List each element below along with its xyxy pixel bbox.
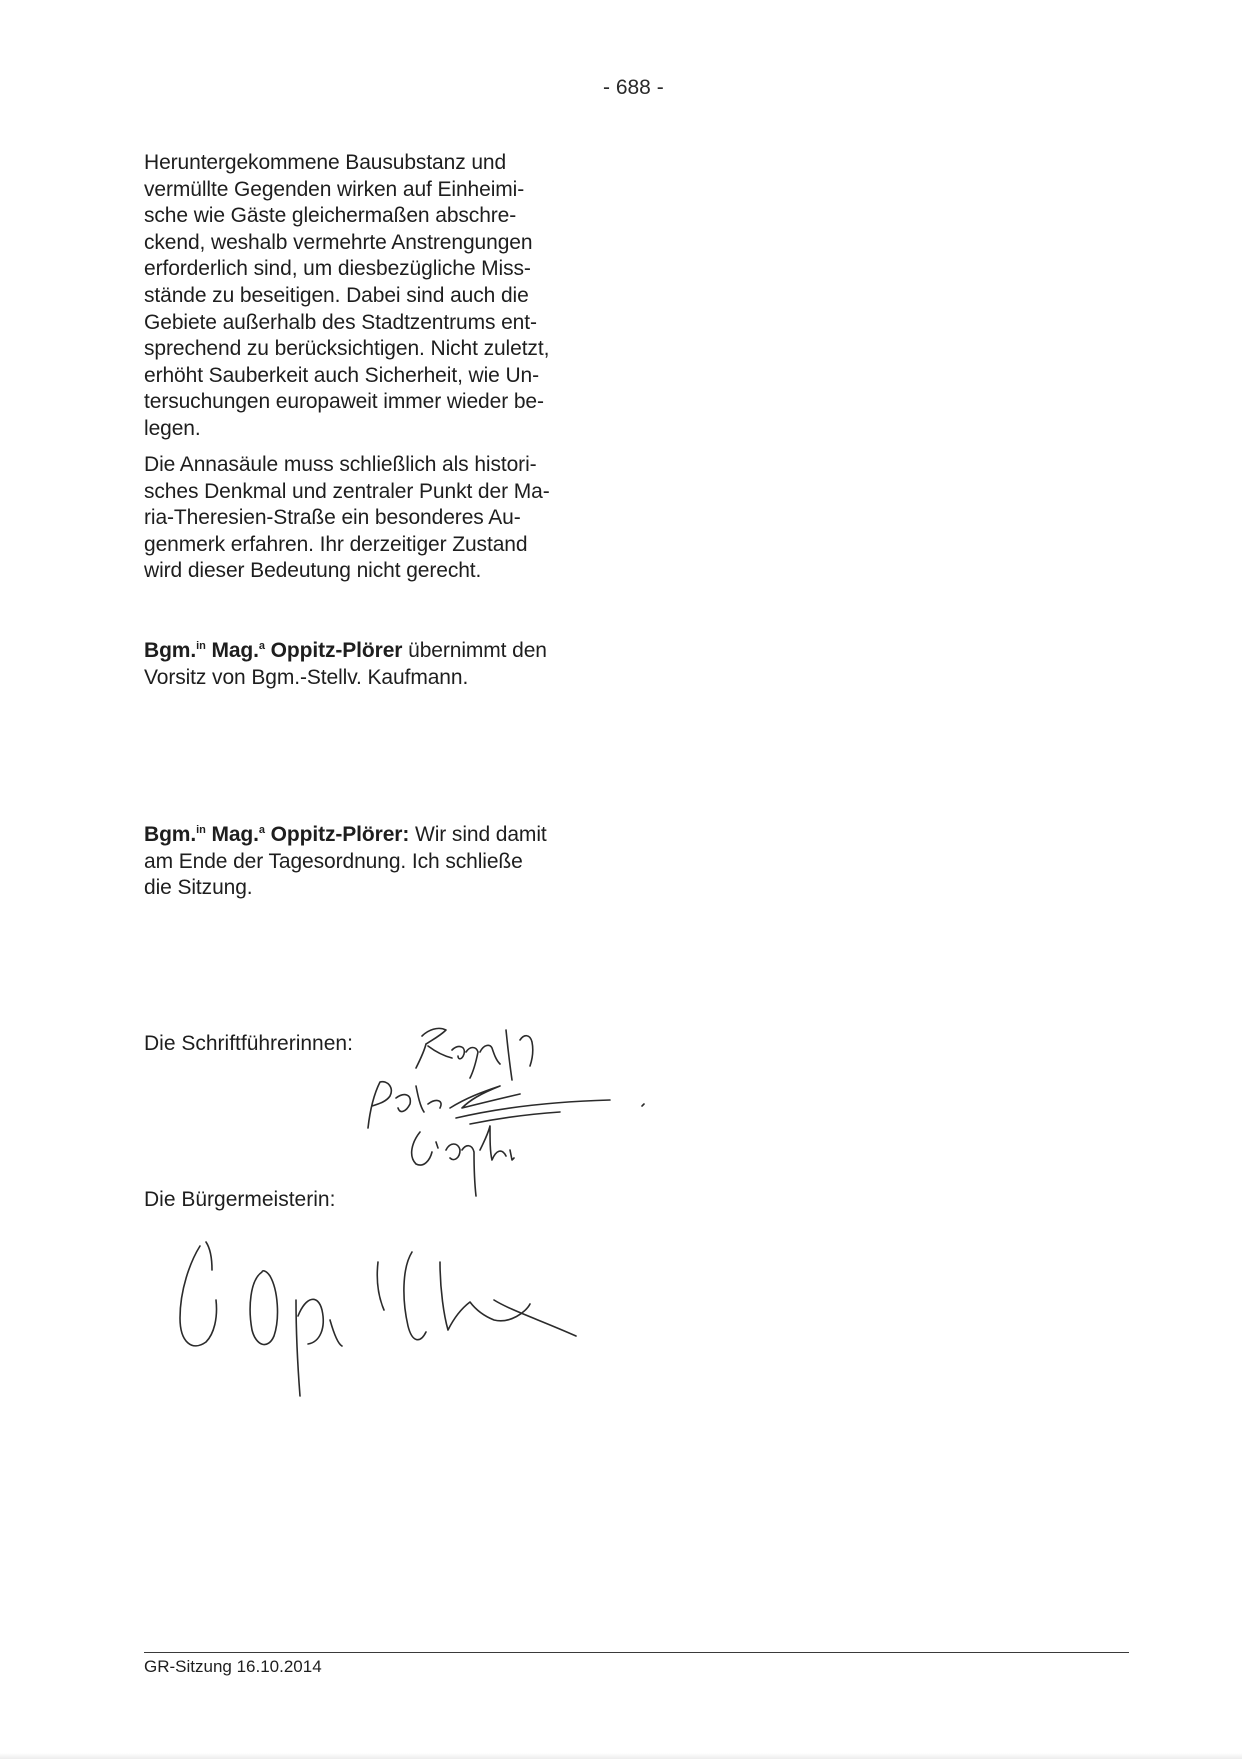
text-line: Bgm.$^{in}$ Mag.$^a$ Oppitz-Plörer übernimmt den: [144, 639, 547, 662]
text-line: erforderlich sind, um diesbezügliche Miss-: [144, 257, 531, 281]
text-line: wird dieser Bedeutung nicht gerecht.: [144, 559, 482, 583]
signature-stroke: [642, 1104, 644, 1106]
secretaries-label: Die Schriftführerinnen:: [144, 1032, 353, 1055]
text-line: Die Annasäule muss schließlich als histori-: [144, 453, 537, 476]
text-line: sches Denkmal und zentraler Punkt der Ma-: [144, 479, 550, 503]
text-line: Heruntergekommene Bausubstanz und: [144, 151, 507, 174]
text-line: erhöht Sauberkeit auch Sicherheit, wie Un-: [144, 363, 540, 387]
signature-stroke: [296, 1299, 342, 1396]
text-line: vermüllte Gegenden wirken auf Einheimi-: [144, 177, 525, 201]
signature-stroke: [404, 1252, 426, 1340]
signature-stroke: [377, 1262, 384, 1310]
footer-session-date: GR-Sitzung 16.10.2014: [144, 1657, 322, 1676]
mayor-label: Die Bürgermeisterin:: [144, 1188, 336, 1211]
text-line: die Sitzung.: [144, 876, 253, 900]
speaker-title: Bgm.$^{in}$ Mag.$^a$ Oppitz-Plörer: [144, 639, 403, 662]
text-line: am Ende der Tagesordnung. Ich schließe: [144, 849, 523, 873]
text-line: sche wie Gäste gleichermaßen abschre-: [144, 204, 517, 228]
signature-stroke: [180, 1242, 217, 1346]
footer-divider: [144, 1652, 1129, 1653]
text-line: stände zu beseitigen. Dabei sind auch die: [144, 283, 529, 307]
text-line: ckend, weshalb vermehrte Anstrengungen: [144, 230, 533, 254]
text-line: Vorsitz von Bgm.-Stellv. Kaufmann.: [144, 665, 469, 689]
text-line: Gebiete außerhalb des Stadtzentrums ent-: [144, 310, 537, 334]
signature-stroke: [250, 1271, 277, 1345]
signature-stroke: [368, 1082, 441, 1128]
signature-stroke: [450, 1086, 610, 1124]
speaker-title: Bgm.$^{in}$ Mag.$^a$ Oppitz-Plörer:: [144, 823, 410, 846]
text-line: tersuchungen europaweit immer wieder be-: [144, 390, 544, 414]
text-line: legen.: [144, 416, 201, 440]
page-number: - 688 -: [603, 76, 664, 99]
scan-edge: [0, 1753, 1242, 1759]
signature-stroke: [416, 1028, 452, 1068]
text-line: Bgm.$^{in}$ Mag.$^a$ Oppitz-Plörer: Wir sind damit: [144, 823, 547, 846]
signature-stroke: [440, 1262, 576, 1336]
text-line: sprechend zu berücksichtigen. Nicht zuletzt,: [144, 337, 550, 361]
signature-stroke: [452, 1030, 533, 1080]
text-line: ria-Theresien-Straße ein besonderes Au-: [144, 506, 521, 530]
signature-stroke: [412, 1126, 514, 1196]
text-line: genmerk erfahren. Ihr derzeitiger Zustand: [144, 532, 528, 556]
